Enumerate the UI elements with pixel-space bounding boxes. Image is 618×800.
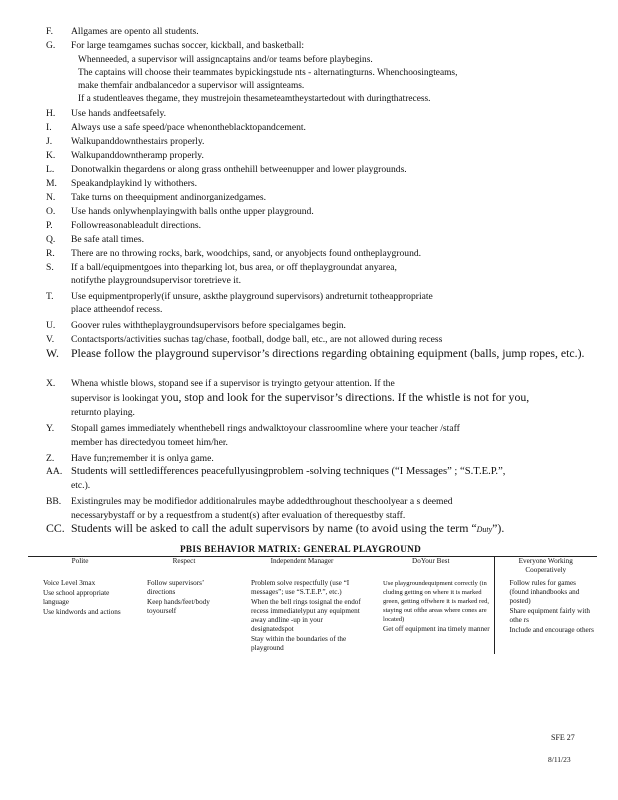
matrix-column-polite: [28, 579, 132, 654]
rule-letter: T.: [46, 291, 54, 302]
matrix-item: [239, 635, 365, 653]
rule-text: Goover rules withtheplaygroundsupervisors before specialgames begin.: [71, 320, 346, 331]
rule-letter: F.: [46, 26, 53, 37]
matrix-item-text: Get off equipment ina timely manner: [383, 625, 490, 633]
rule-letter: X.: [46, 378, 56, 389]
matrix-item: [498, 626, 595, 635]
rule-text: Speakandplaykind ly withothers.: [71, 178, 198, 189]
rule-text: member has directedyou tomeet him/her.: [71, 437, 228, 448]
matrix-item-text: Share equipment fairly with othe rs: [509, 607, 590, 624]
rule-text: Take turns on theequipment andinorganizedgames.: [71, 192, 266, 203]
matrix-header: DoYour Best: [368, 557, 494, 580]
rule-letter: AA.: [46, 466, 63, 477]
rule-text: [71, 392, 606, 405]
rule-text: Please follow the playground supervisor’s directions regarding obtaining equipment (balls, jump ropes, etc.).: [71, 346, 585, 360]
matrix-column-independent-manager: [236, 579, 368, 654]
rule-text: returnto playing.: [71, 407, 135, 418]
rule-letter: H.: [46, 108, 56, 119]
matrix-item-text: Problem solve respectfully (use “I messages”; use “S.T.E.P.”, etc.): [251, 579, 350, 596]
rule-letter: J.: [46, 136, 53, 147]
rule-text: necessarybystaff or by a requestfrom a student(s) after evaluation of therequestby staff.: [71, 510, 406, 521]
rule-letter: S.: [46, 262, 54, 273]
rule-text: Walkupanddownthestairs properly.: [71, 136, 205, 147]
rule-letter: BB.: [46, 496, 62, 507]
rule-text: Use hands onlywhenplayingwith balls onthe upper playground.: [71, 206, 314, 217]
rule-letter: R.: [46, 248, 55, 259]
matrix-item-text: When the bell rings tosignal the endof recess immediatelyput any equipment away andline -up in your designatedspot: [251, 598, 361, 633]
rule-text: Use hands andfeetsafely.: [71, 108, 167, 119]
rule-letter: Y.: [46, 423, 55, 434]
matrix-item: [31, 608, 129, 617]
pbis-matrix-table: [28, 556, 597, 654]
matrix-item: [371, 579, 491, 624]
matrix-header: Independent Manager: [236, 557, 368, 580]
rule-text: Allgames are opento all students.: [71, 26, 199, 37]
rule-letter: CC.: [46, 521, 65, 535]
matrix-item-text: Voice Level 3max: [43, 579, 96, 587]
matrix-header-row: [28, 557, 597, 580]
matrix-item-text: Use playgroundequipment correctly (in cluding getting on where it is marked green, getting offwhere it is marked red, staying out ofthe areas where cones are located): [383, 580, 490, 623]
subitem-text: If a studentleaves thegame, they mustrejoin thesameteamtheystartedout with duringthatrecess.: [78, 94, 431, 104]
rule-letter: M.: [46, 178, 57, 189]
rule-text: place attheendof recess.: [71, 304, 163, 315]
matrix-column-cooperative: [494, 579, 597, 654]
matrix-item-text: Use school appropriate language: [43, 589, 110, 606]
rule-text: Stopall games immediately whenthebell rings andwalktoyour classroomline where your teacher /staff: [71, 423, 460, 434]
rule-text: Contactsports/activities suchas tag/chase, football, dodge ball, etc., are not allowed during recess: [71, 334, 443, 345]
rule-text: If a ball/equipmentgoes into theparking lot, bus area, or off theplaygroundat anyarea,: [71, 262, 397, 273]
rule-letter: U.: [46, 320, 56, 331]
matrix-item-text: Follow supervisors’ directions: [147, 579, 204, 596]
matrix-column-respect: [132, 579, 236, 654]
rule-letter: P.: [46, 220, 53, 231]
matrix-item: [498, 579, 595, 606]
rule-letter: I.: [46, 122, 52, 133]
rule-text: Use equipmentproperly(if unsure, askthe playground supervisors) andreturnit totheappropriate: [71, 291, 433, 302]
matrix-column-do-your-best: [368, 579, 494, 654]
rule-text: Always use a safe speed/pace whenontheblacktopandcement.: [71, 122, 306, 133]
subitem-text: The captains will choose their teammates bypickingstude nts - alternatingturns. Whenchoosingteams,: [78, 68, 458, 78]
matrix-header: Everyone Working Cooperatively: [494, 557, 597, 580]
rule-text: Have fun;remember it is onlya game.: [71, 453, 214, 464]
subitem-text: Whenneeded, a supervisor will assigncaptains and/or teams before playbegins.: [78, 55, 373, 65]
rule-text: For large teamgames suchas soccer, kickball, and basketball:: [71, 40, 305, 51]
matrix-item: [135, 579, 233, 597]
matrix-item-text: Stay within the boundaries of the playground: [251, 635, 347, 652]
rule-letter: N.: [46, 192, 56, 203]
rule-letter: W.: [46, 346, 60, 360]
rule-text: [71, 523, 606, 536]
rule-text-italic: Duty: [476, 525, 493, 534]
rule-text: etc.).: [71, 480, 91, 491]
rule-text-large: you, stop and look for the supervisor’s directions. If the whistle is not for you,: [160, 390, 530, 404]
footer-date: 8/11/23: [548, 755, 571, 764]
rule-letter: Z.: [46, 453, 55, 464]
rule-text: notifythe playgroundsupervisor toretrieve it.: [71, 275, 241, 286]
matrix-title: PBIS BEHAVIOR MATRIX: GENERAL PLAYGROUND: [180, 544, 422, 554]
rule-text-end: ”).: [492, 521, 505, 535]
rule-text-small: supervisor is lookingat: [71, 393, 159, 404]
matrix-item: [498, 607, 595, 625]
matrix-item-text: Follow rules for games (found inhandbooks and posted): [509, 579, 580, 605]
rule-text: Whena whistle blows, stopand see if a supervisor is tryingto getyour attention. If the: [71, 378, 395, 389]
rule-text: Walkupanddowntheramp properly.: [71, 150, 204, 161]
rule-letter: O.: [46, 206, 56, 217]
rule-letter: G.: [46, 40, 56, 51]
matrix-item-text: Include and encourage others: [509, 626, 594, 634]
matrix-item-text: Keep hands/feet/body toyourself: [147, 598, 210, 615]
rule-text: Be safe atall times.: [71, 234, 144, 245]
rule-text: Followreasonableadult directions.: [71, 220, 202, 231]
rule-text-main: Students will be asked to call the adult supervisors by name (to avoid using the term “: [71, 521, 477, 535]
rule-letter: V.: [46, 334, 55, 345]
matrix-header: Polite: [28, 557, 132, 580]
rule-text: Existingrules may be modifiedor additionalrules maybe addedthroughout theschoolyear a s deemed: [71, 496, 453, 507]
matrix-item: [371, 625, 491, 634]
matrix-item: [135, 598, 233, 616]
matrix-item: [239, 579, 365, 597]
rule-letter: L.: [46, 164, 55, 175]
matrix-item: [239, 598, 365, 634]
rule-text: Donotwalkin thegardens or along grass onthehill betweenupper and lower playgrounds.: [71, 164, 407, 175]
matrix-item-text: Use kindwords and actions: [43, 608, 121, 616]
rule-letter: K.: [46, 150, 56, 161]
matrix-item: [31, 589, 129, 607]
rule-letter: Q.: [46, 234, 56, 245]
matrix-body-row: [28, 579, 597, 654]
matrix-item: [31, 579, 129, 588]
rule-text: There are no throwing rocks, bark, woodchips, sand, or anyobjects found ontheplayground.: [71, 248, 422, 259]
footer-code: SFE 27: [551, 733, 575, 742]
matrix-header: Respect: [132, 557, 236, 580]
rule-text: Students will settledifferences peacefullyusingproblem -solving techniques (“I Messages” ; “S.T.E.P.”,: [71, 466, 506, 477]
subitem-text: make themfair andbalancedor a supervisor will assignteams.: [78, 81, 305, 91]
